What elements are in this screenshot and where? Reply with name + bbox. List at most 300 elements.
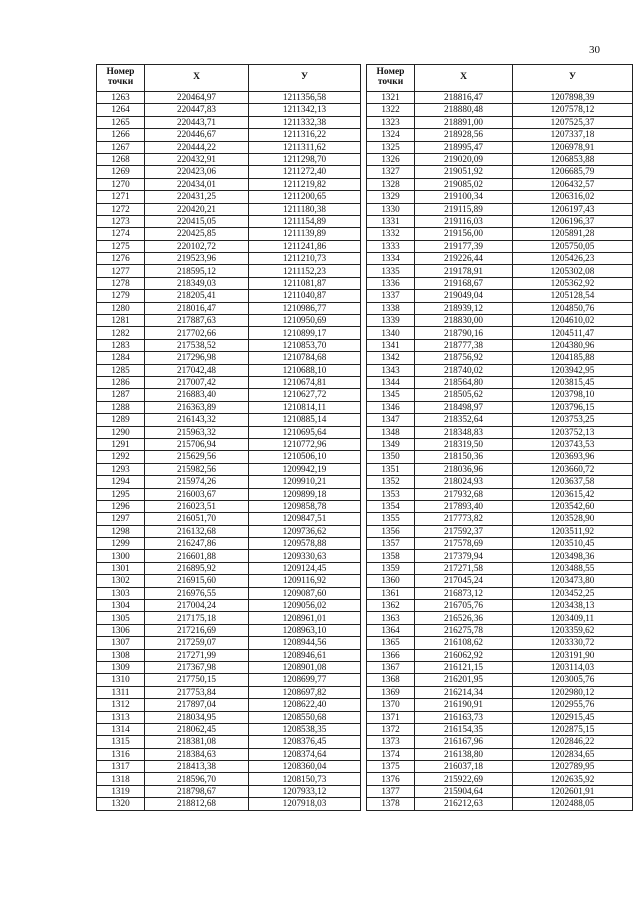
- table-row: [367, 352, 633, 364]
- table-row: [367, 215, 633, 227]
- cell-x: 216138,80: [415, 748, 513, 760]
- cell-x: 218349,03: [145, 277, 249, 289]
- cell-y: 1202955,76: [513, 699, 633, 711]
- cell-point-number: 1369: [367, 686, 415, 698]
- cell-point-number: 1361: [367, 587, 415, 599]
- table-row: [367, 488, 633, 500]
- cell-x: 215706,94: [145, 438, 249, 450]
- cell-point-number: 1298: [97, 525, 145, 537]
- cell-y: 1202980,12: [513, 686, 633, 698]
- cell-x: 218595,12: [145, 265, 249, 277]
- cell-point-number: 1265: [97, 116, 145, 128]
- cell-x: 220425,85: [145, 228, 249, 240]
- table-row: [97, 736, 361, 748]
- cell-x: 217379,94: [415, 550, 513, 562]
- cell-x: 216037,18: [415, 761, 513, 773]
- table-row: [367, 538, 633, 550]
- cell-point-number: 1326: [367, 153, 415, 165]
- cell-x: 219178,91: [415, 265, 513, 277]
- cell-y: 1203511,92: [513, 525, 633, 537]
- table-row: [97, 711, 361, 723]
- cell-y: 1205891,28: [513, 228, 633, 240]
- cell-x: 218995,47: [415, 141, 513, 153]
- cell-y: 1203488,55: [513, 562, 633, 574]
- table-row: [97, 513, 361, 525]
- cell-point-number: 1264: [97, 104, 145, 116]
- cell-x: 218812,68: [145, 798, 249, 810]
- cell-x: 219100,34: [415, 191, 513, 203]
- table-row: [367, 401, 633, 413]
- table-row: [367, 587, 633, 599]
- cell-point-number: 1341: [367, 339, 415, 351]
- table-row: [97, 203, 361, 215]
- table-row: [367, 798, 633, 810]
- cell-y: 1207918,03: [249, 798, 361, 810]
- cell-x: 218880,48: [415, 104, 513, 116]
- table-row: [97, 426, 361, 438]
- cell-y: 1205426,23: [513, 253, 633, 265]
- cell-point-number: 1291: [97, 438, 145, 450]
- cell-x: 216023,51: [145, 500, 249, 512]
- cell-y: 1203815,45: [513, 376, 633, 388]
- cell-x: 219226,44: [415, 253, 513, 265]
- cell-x: 217007,42: [145, 376, 249, 388]
- table-row: [367, 104, 633, 116]
- cell-y: 1203542,60: [513, 500, 633, 512]
- cell-y: 1204610,02: [513, 315, 633, 327]
- cell-y: 1209858,78: [249, 500, 361, 512]
- cell-point-number: 1270: [97, 178, 145, 190]
- table-row: [367, 327, 633, 339]
- cell-point-number: 1271: [97, 191, 145, 203]
- table-row: [97, 389, 361, 401]
- cell-x: 217893,40: [415, 500, 513, 512]
- table-row: [367, 389, 633, 401]
- cell-y: 1208944,56: [249, 637, 361, 649]
- table-row: [367, 686, 633, 698]
- cell-point-number: 1300: [97, 550, 145, 562]
- cell-point-number: 1273: [97, 215, 145, 227]
- cell-y: 1211081,87: [249, 277, 361, 289]
- table-row: [367, 761, 633, 773]
- table-row: [97, 624, 361, 636]
- cell-x: 217367,98: [145, 661, 249, 673]
- table-row: [367, 624, 633, 636]
- table-row: [367, 438, 633, 450]
- cell-y: 1203438,13: [513, 600, 633, 612]
- cell-point-number: 1355: [367, 513, 415, 525]
- cell-y: 1203743,53: [513, 438, 633, 450]
- cell-y: 1203798,10: [513, 389, 633, 401]
- table-row: [367, 178, 633, 190]
- cell-point-number: 1292: [97, 451, 145, 463]
- cell-point-number: 1314: [97, 723, 145, 735]
- cell-y: 1211219,82: [249, 178, 361, 190]
- table-row: [367, 92, 633, 104]
- cell-y: 1207578,12: [513, 104, 633, 116]
- cell-point-number: 1364: [367, 624, 415, 636]
- cell-point-number: 1308: [97, 649, 145, 661]
- table-row: [367, 463, 633, 475]
- table-row: [97, 785, 361, 797]
- cell-x: 217773,82: [415, 513, 513, 525]
- cell-y: 1209056,02: [249, 600, 361, 612]
- cell-y: 1211241,86: [249, 240, 361, 252]
- cell-point-number: 1320: [97, 798, 145, 810]
- cell-x: 218024,93: [415, 476, 513, 488]
- table-row: [367, 748, 633, 760]
- cell-point-number: 1377: [367, 785, 415, 797]
- cell-point-number: 1349: [367, 438, 415, 450]
- page-number: 30: [589, 44, 600, 56]
- table-row: [97, 550, 361, 562]
- cell-y: 1207933,12: [249, 785, 361, 797]
- cell-point-number: 1362: [367, 600, 415, 612]
- cell-point-number: 1332: [367, 228, 415, 240]
- cell-y: 1202488,05: [513, 798, 633, 810]
- cell-point-number: 1338: [367, 302, 415, 314]
- cell-y: 1203510,45: [513, 538, 633, 550]
- cell-y: 1211200,65: [249, 191, 361, 203]
- table-row: [367, 376, 633, 388]
- cell-y: 1203359,62: [513, 624, 633, 636]
- table-row: [367, 191, 633, 203]
- cell-x: 216132,68: [145, 525, 249, 537]
- cell-point-number: 1359: [367, 562, 415, 574]
- cell-y: 1206197,43: [513, 203, 633, 215]
- cell-point-number: 1327: [367, 166, 415, 178]
- cell-point-number: 1319: [97, 785, 145, 797]
- table-row: [97, 104, 361, 116]
- cell-point-number: 1274: [97, 228, 145, 240]
- cell-point-number: 1365: [367, 637, 415, 649]
- cell-x: 220446,67: [145, 129, 249, 141]
- cell-x: 216108,62: [415, 637, 513, 649]
- cell-x: 218830,00: [415, 315, 513, 327]
- cell-y: 1207337,18: [513, 129, 633, 141]
- cell-y: 1204511,47: [513, 327, 633, 339]
- cell-x: 218036,96: [415, 463, 513, 475]
- cell-point-number: 1374: [367, 748, 415, 760]
- cell-point-number: 1272: [97, 203, 145, 215]
- cell-y: 1203637,58: [513, 476, 633, 488]
- cell-x: 217538,52: [145, 339, 249, 351]
- table-row: [367, 562, 633, 574]
- cell-x: 216143,32: [145, 414, 249, 426]
- cell-x: 219168,67: [415, 277, 513, 289]
- cell-point-number: 1343: [367, 364, 415, 376]
- cell-y: 1203409,11: [513, 612, 633, 624]
- cell-point-number: 1357: [367, 538, 415, 550]
- cell-x: 216154,35: [415, 723, 513, 735]
- cell-x: 219115,89: [415, 203, 513, 215]
- cell-x: 218564,80: [415, 376, 513, 388]
- cell-x: 216275,78: [415, 624, 513, 636]
- cell-point-number: 1345: [367, 389, 415, 401]
- table-row: [367, 785, 633, 797]
- table-row: [367, 228, 633, 240]
- table-row: [367, 116, 633, 128]
- cell-x: 215629,56: [145, 451, 249, 463]
- table-row: [97, 612, 361, 624]
- table-row: [367, 290, 633, 302]
- table-row: [97, 339, 361, 351]
- cell-x: 215974,26: [145, 476, 249, 488]
- cell-y: 1211311,62: [249, 141, 361, 153]
- cell-x: 218740,02: [415, 364, 513, 376]
- cell-y: 1206685,79: [513, 166, 633, 178]
- table-row: [97, 153, 361, 165]
- table-row: [97, 600, 361, 612]
- cell-point-number: 1344: [367, 376, 415, 388]
- table-row: [367, 141, 633, 153]
- cell-y: 1203498,36: [513, 550, 633, 562]
- header-y: У: [249, 65, 361, 92]
- cell-point-number: 1295: [97, 488, 145, 500]
- cell-y: 1208622,40: [249, 699, 361, 711]
- table-row: [367, 711, 633, 723]
- cell-point-number: 1268: [97, 153, 145, 165]
- cell-x: 216895,92: [145, 562, 249, 574]
- cell-x: 219051,92: [415, 166, 513, 178]
- cell-point-number: 1303: [97, 587, 145, 599]
- cell-x: 218319,50: [415, 438, 513, 450]
- cell-point-number: 1372: [367, 723, 415, 735]
- cell-x: 220444,22: [145, 141, 249, 153]
- cell-point-number: 1287: [97, 389, 145, 401]
- header-x: X: [415, 65, 513, 92]
- cell-point-number: 1366: [367, 649, 415, 661]
- table-row: [367, 661, 633, 673]
- table-row: [97, 562, 361, 574]
- cell-x: 216873,12: [415, 587, 513, 599]
- cell-point-number: 1304: [97, 600, 145, 612]
- cell-x: 217042,48: [145, 364, 249, 376]
- table-row: [367, 674, 633, 686]
- cell-point-number: 1348: [367, 426, 415, 438]
- cell-point-number: 1313: [97, 711, 145, 723]
- cell-y: 1203528,90: [513, 513, 633, 525]
- cell-x: 220434,01: [145, 178, 249, 190]
- cell-x: 218381,08: [145, 736, 249, 748]
- cell-y: 1209736,62: [249, 525, 361, 537]
- cell-y: 1206853,88: [513, 153, 633, 165]
- table-row: [97, 476, 361, 488]
- cell-point-number: 1294: [97, 476, 145, 488]
- table-row: [97, 661, 361, 673]
- cell-y: 1203660,72: [513, 463, 633, 475]
- cell-y: 1210885,14: [249, 414, 361, 426]
- cell-y: 1202846,22: [513, 736, 633, 748]
- cell-x: 217932,68: [415, 488, 513, 500]
- cell-y: 1211356,58: [249, 92, 361, 104]
- cell-point-number: 1290: [97, 426, 145, 438]
- table-row: [97, 649, 361, 661]
- cell-point-number: 1331: [367, 215, 415, 227]
- table-row: [97, 451, 361, 463]
- cell-y: 1209899,18: [249, 488, 361, 500]
- table-body: [97, 92, 361, 811]
- cell-y: 1209116,92: [249, 575, 361, 587]
- cell-y: 1210784,68: [249, 352, 361, 364]
- cell-x: 219049,04: [415, 290, 513, 302]
- cell-x: 217259,07: [145, 637, 249, 649]
- cell-y: 1206316,02: [513, 191, 633, 203]
- cell-point-number: 1299: [97, 538, 145, 550]
- cell-y: 1210986,77: [249, 302, 361, 314]
- table-body: [367, 92, 633, 811]
- cell-y: 1202789,95: [513, 761, 633, 773]
- cell-point-number: 1333: [367, 240, 415, 252]
- table-row: [97, 277, 361, 289]
- cell-point-number: 1284: [97, 352, 145, 364]
- cell-y: 1208376,45: [249, 736, 361, 748]
- cell-point-number: 1376: [367, 773, 415, 785]
- cell-x: 216212,63: [415, 798, 513, 810]
- cell-x: 218756,92: [415, 352, 513, 364]
- cell-x: 215963,32: [145, 426, 249, 438]
- cell-x: 216190,91: [415, 699, 513, 711]
- cell-point-number: 1339: [367, 315, 415, 327]
- cell-y: 1211139,89: [249, 228, 361, 240]
- cell-y: 1203752,13: [513, 426, 633, 438]
- table-row: [97, 748, 361, 760]
- cell-y: 1203473,80: [513, 575, 633, 587]
- cell-point-number: 1368: [367, 674, 415, 686]
- cell-point-number: 1282: [97, 327, 145, 339]
- cell-point-number: 1312: [97, 699, 145, 711]
- table-row: [367, 649, 633, 661]
- cell-point-number: 1285: [97, 364, 145, 376]
- cell-y: 1210853,70: [249, 339, 361, 351]
- cell-point-number: 1346: [367, 401, 415, 413]
- cell-point-number: 1352: [367, 476, 415, 488]
- cell-x: 217271,58: [415, 562, 513, 574]
- cell-y: 1208963,10: [249, 624, 361, 636]
- cell-point-number: 1286: [97, 376, 145, 388]
- cell-x: 216247,86: [145, 538, 249, 550]
- cell-point-number: 1330: [367, 203, 415, 215]
- table-row: [97, 265, 361, 277]
- table-row: [367, 414, 633, 426]
- cell-x: 218016,47: [145, 302, 249, 314]
- cell-y: 1207525,37: [513, 116, 633, 128]
- cell-point-number: 1317: [97, 761, 145, 773]
- cell-y: 1211040,87: [249, 290, 361, 302]
- cell-x: 217045,24: [415, 575, 513, 587]
- cell-y: 1206196,37: [513, 215, 633, 227]
- cell-point-number: 1363: [367, 612, 415, 624]
- table-row: [367, 612, 633, 624]
- table-row: [367, 451, 633, 463]
- table-row: [97, 327, 361, 339]
- cell-x: 220420,21: [145, 203, 249, 215]
- cell-x: 217216,69: [145, 624, 249, 636]
- cell-x: 217887,63: [145, 315, 249, 327]
- table-row: [367, 699, 633, 711]
- cell-point-number: 1373: [367, 736, 415, 748]
- cell-y: 1210627,72: [249, 389, 361, 401]
- cell-x: 218062,45: [145, 723, 249, 735]
- cell-y: 1210674,81: [249, 376, 361, 388]
- header-y: У: [513, 65, 633, 92]
- cell-x: 220102,72: [145, 240, 249, 252]
- cell-point-number: 1336: [367, 277, 415, 289]
- cell-y: 1211180,38: [249, 203, 361, 215]
- cell-y: 1208699,77: [249, 674, 361, 686]
- cell-y: 1208697,82: [249, 686, 361, 698]
- table-row: [367, 240, 633, 252]
- cell-x: 218798,67: [145, 785, 249, 797]
- cell-y: 1210695,64: [249, 426, 361, 438]
- table-row: [97, 315, 361, 327]
- cell-x: 216201,95: [415, 674, 513, 686]
- table-row: [97, 674, 361, 686]
- table-row: [97, 538, 361, 550]
- cell-y: 1202635,92: [513, 773, 633, 785]
- table-row: [97, 699, 361, 711]
- coordinates-table-right: [366, 64, 633, 811]
- cell-x: 218777,38: [415, 339, 513, 351]
- table-row: [97, 488, 361, 500]
- cell-x: 216526,36: [415, 612, 513, 624]
- cell-point-number: 1296: [97, 500, 145, 512]
- cell-y: 1205750,05: [513, 240, 633, 252]
- cell-y: 1205362,92: [513, 277, 633, 289]
- cell-y: 1202601,91: [513, 785, 633, 797]
- cell-point-number: 1367: [367, 661, 415, 673]
- table-row: [97, 240, 361, 252]
- table-row: [97, 587, 361, 599]
- cell-y: 1211272,40: [249, 166, 361, 178]
- cell-point-number: 1318: [97, 773, 145, 785]
- table-row: [97, 438, 361, 450]
- table-row: [97, 92, 361, 104]
- cell-point-number: 1269: [97, 166, 145, 178]
- cell-point-number: 1309: [97, 661, 145, 673]
- header-row: [367, 65, 633, 92]
- table-row: [367, 253, 633, 265]
- table-row: [367, 339, 633, 351]
- cell-x: 220431,25: [145, 191, 249, 203]
- cell-y: 1210506,10: [249, 451, 361, 463]
- cell-point-number: 1350: [367, 451, 415, 463]
- cell-x: 218413,38: [145, 761, 249, 773]
- cell-y: 1210950,69: [249, 315, 361, 327]
- cell-y: 1203753,25: [513, 414, 633, 426]
- table-row: [97, 253, 361, 265]
- table-row: [97, 364, 361, 376]
- cell-point-number: 1283: [97, 339, 145, 351]
- cell-point-number: 1310: [97, 674, 145, 686]
- cell-x: 219020,09: [415, 153, 513, 165]
- table-row: [367, 203, 633, 215]
- table-row: [367, 500, 633, 512]
- cell-y: 1209910,21: [249, 476, 361, 488]
- cell-x: 220443,71: [145, 116, 249, 128]
- cell-y: 1208538,35: [249, 723, 361, 735]
- cell-x: 219156,00: [415, 228, 513, 240]
- cell-point-number: 1321: [367, 92, 415, 104]
- table-row: [367, 476, 633, 488]
- cell-x: 216163,73: [415, 711, 513, 723]
- cell-point-number: 1280: [97, 302, 145, 314]
- cell-y: 1207898,39: [513, 92, 633, 104]
- cell-point-number: 1324: [367, 129, 415, 141]
- cell-y: 1209087,60: [249, 587, 361, 599]
- cell-x: 219085,02: [415, 178, 513, 190]
- cell-point-number: 1281: [97, 315, 145, 327]
